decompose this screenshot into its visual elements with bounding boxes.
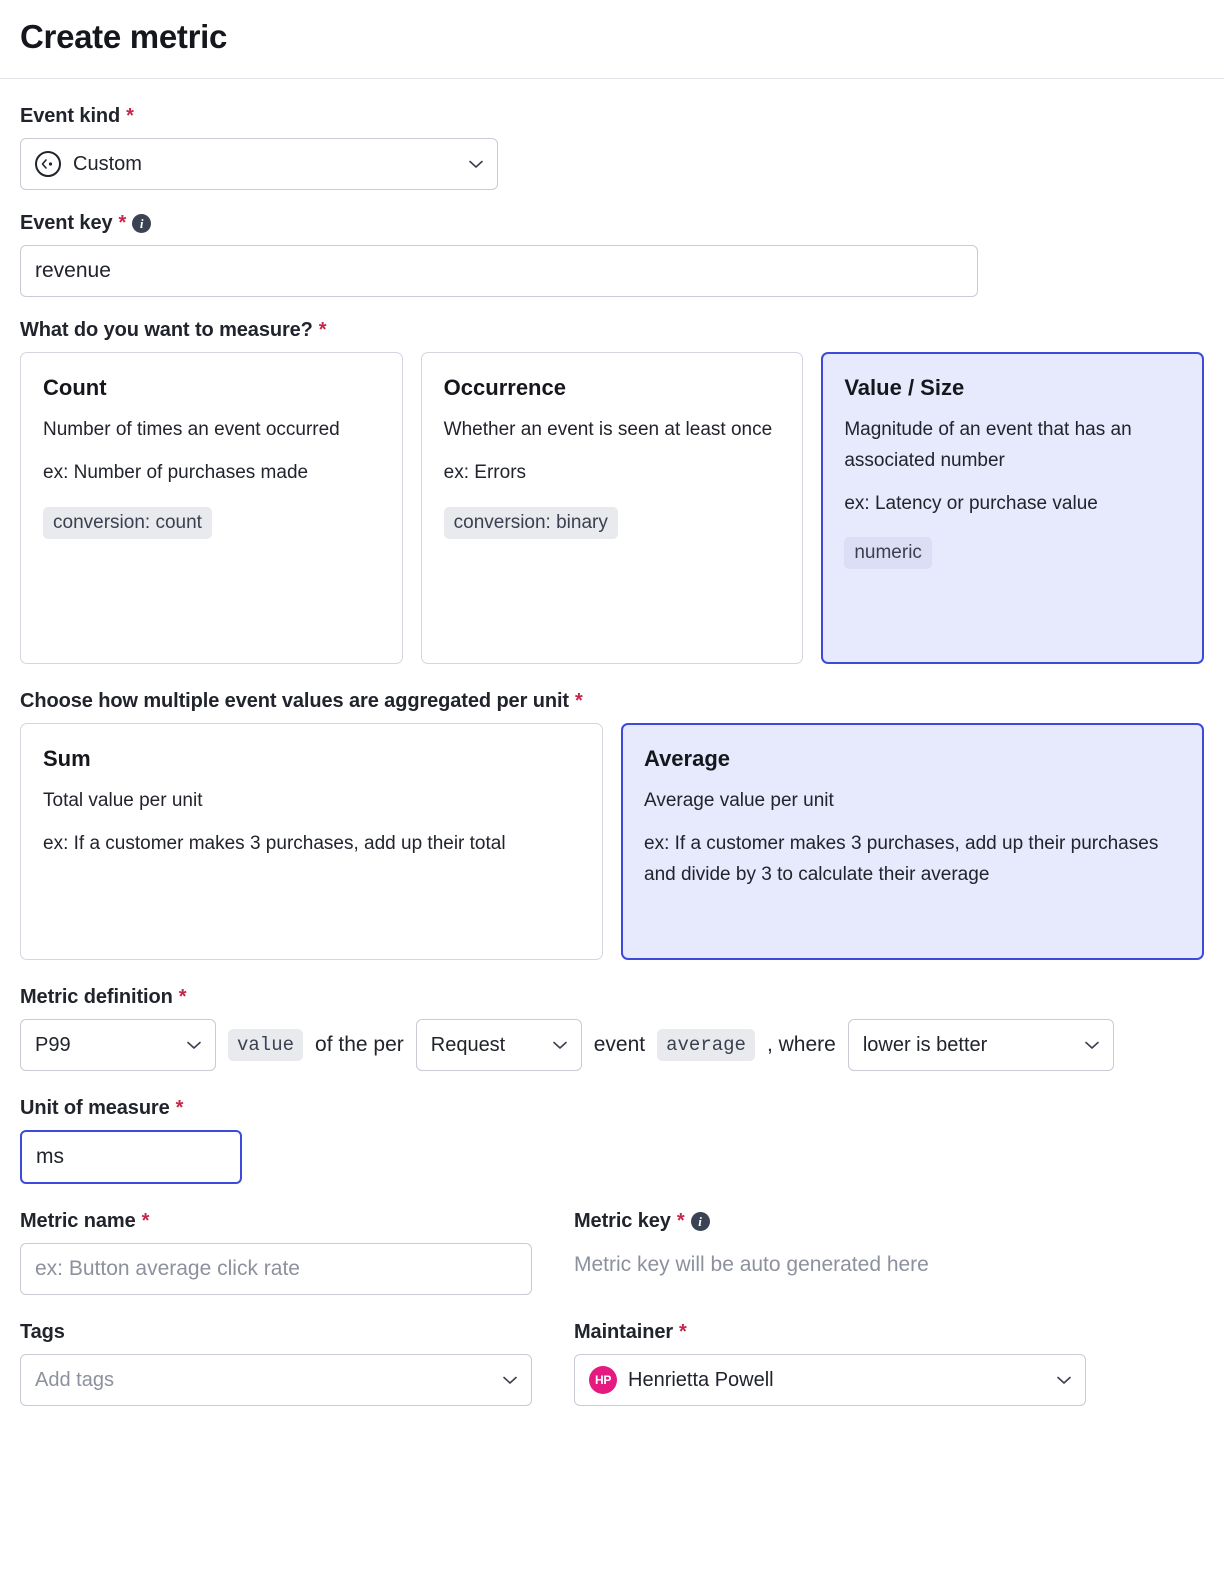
chevron-down-icon xyxy=(553,1041,567,1050)
metric-key-label xyxy=(574,1210,1086,1233)
required-asterisk: * xyxy=(178,986,187,1008)
unit-of-measure-label-text: Unit of measure xyxy=(20,1097,170,1119)
card-example: ex: Latency or purchase value xyxy=(844,492,1098,514)
custom-event-icon xyxy=(35,151,61,177)
measure-option-occurrence[interactable] xyxy=(421,352,804,664)
unit-value: Request xyxy=(430,1033,506,1056)
card-description: Average value per unit xyxy=(644,790,834,811)
metric-definition-field xyxy=(20,986,1204,1071)
chevron-down-icon xyxy=(1057,1376,1071,1385)
aggregation-label xyxy=(20,690,1204,713)
info-icon[interactable]: i xyxy=(132,214,151,233)
aggregation-option-sum[interactable] xyxy=(20,723,603,960)
measure-options xyxy=(20,352,1204,664)
card-title: Sum xyxy=(43,746,91,771)
metric-key-field xyxy=(574,1210,1086,1295)
event-kind-select[interactable] xyxy=(20,138,498,190)
percentile-select[interactable] xyxy=(20,1019,216,1071)
name-key-row xyxy=(20,1210,1204,1295)
required-asterisk: * xyxy=(141,1210,150,1232)
card-description: Total value per unit xyxy=(43,790,203,811)
event-kind-field xyxy=(20,105,1204,190)
metric-definition-label xyxy=(20,986,1204,1009)
event-kind-value: Custom xyxy=(73,152,142,175)
metric-name-label-text: Metric name xyxy=(20,1210,136,1232)
required-asterisk: * xyxy=(676,1210,685,1232)
required-asterisk: * xyxy=(318,319,327,341)
aggregation-options xyxy=(20,723,1204,960)
required-asterisk: * xyxy=(175,1097,184,1119)
card-example: ex: Number of purchases made xyxy=(43,461,309,483)
metric-definition-row xyxy=(20,1019,1204,1071)
card-chip: conversion: binary xyxy=(444,507,618,539)
measure-label xyxy=(20,319,1204,342)
card-example: ex: Errors xyxy=(443,461,527,483)
metric-name-input[interactable] xyxy=(20,1243,532,1295)
chevron-down-icon xyxy=(503,1376,517,1385)
metric-definition-label-text: Metric definition xyxy=(20,986,173,1008)
unit-of-measure-label xyxy=(20,1097,1204,1120)
card-title: Occurrence xyxy=(443,375,566,400)
percentile-value: P99 xyxy=(35,1033,71,1056)
metric-key-placeholder: Metric key will be auto generated here xyxy=(574,1253,929,1276)
event-key-field xyxy=(20,212,1204,297)
maintainer-field xyxy=(574,1321,1086,1406)
avatar: HP xyxy=(589,1366,617,1394)
measure-option-count[interactable] xyxy=(20,352,403,664)
chevron-down-icon xyxy=(1085,1041,1099,1050)
tags-select[interactable] xyxy=(20,1354,532,1406)
chevron-down-icon xyxy=(187,1041,201,1050)
required-asterisk: * xyxy=(126,105,134,127)
definition-text-event: event xyxy=(593,1033,646,1056)
maintainer-label xyxy=(574,1321,1086,1344)
event-key-label-text: Event key xyxy=(20,212,113,234)
measure-label-text: What do you want to measure? xyxy=(20,319,313,341)
create-metric-form xyxy=(0,79,1224,1426)
metric-key-label-text: Metric key xyxy=(574,1210,671,1232)
definition-text-where: , where xyxy=(766,1033,836,1056)
card-chip: numeric xyxy=(844,537,932,569)
aggregation-chip: average xyxy=(657,1029,755,1061)
card-description: Magnitude of an event that has an associated number xyxy=(844,419,1132,471)
required-asterisk: * xyxy=(118,212,127,234)
direction-select[interactable] xyxy=(848,1019,1114,1071)
event-key-input[interactable] xyxy=(20,245,978,297)
unit-of-measure-input[interactable] xyxy=(20,1130,242,1184)
page-title: Create metric xyxy=(20,18,228,55)
tags-label-text: Tags xyxy=(20,1321,65,1343)
card-description: Number of times an event occurred xyxy=(43,419,340,440)
card-description: Whether an event is seen at least once xyxy=(443,419,773,440)
page-header xyxy=(0,0,1224,79)
direction-value: lower is better xyxy=(862,1033,988,1056)
maintainer-value: Henrietta Powell xyxy=(628,1368,774,1391)
card-example: ex: If a customer makes 3 purchases, add up their purchases and divide by 3 to calculate their average xyxy=(644,832,1159,885)
value-chip: value xyxy=(228,1029,303,1061)
maintainer-label-text: Maintainer xyxy=(574,1321,674,1343)
required-asterisk: * xyxy=(574,690,583,712)
metric-name-label xyxy=(20,1210,532,1233)
event-kind-label-text: Event kind xyxy=(20,105,121,127)
card-title: Count xyxy=(43,375,107,400)
event-key-label xyxy=(20,212,1204,235)
chevron-down-icon xyxy=(469,160,483,169)
tags-placeholder: Add tags xyxy=(35,1368,114,1391)
measure-option-value-size[interactable] xyxy=(821,352,1204,664)
info-icon[interactable]: i xyxy=(691,1212,710,1231)
event-kind-label xyxy=(20,105,1204,128)
maintainer-select[interactable] xyxy=(574,1354,1086,1406)
card-chip: conversion: count xyxy=(43,507,212,539)
card-title: Average xyxy=(644,746,731,771)
aggregation-field xyxy=(20,690,1204,960)
unit-select[interactable] xyxy=(416,1019,582,1071)
aggregation-option-average[interactable] xyxy=(621,723,1204,960)
unit-of-measure-field xyxy=(20,1097,1204,1184)
tags-maintainer-row xyxy=(20,1321,1204,1406)
tags-field xyxy=(20,1321,532,1406)
tags-label xyxy=(20,1321,532,1344)
required-asterisk: * xyxy=(679,1321,687,1343)
measure-field xyxy=(20,319,1204,664)
metric-name-field xyxy=(20,1210,532,1295)
card-title: Value / Size xyxy=(844,375,965,400)
aggregation-label-text: Choose how multiple event values are aggregated per unit xyxy=(20,690,569,712)
definition-text-of-the-per: of the per xyxy=(315,1033,404,1056)
card-example: ex: If a customer makes 3 purchases, add up their total xyxy=(43,832,506,854)
